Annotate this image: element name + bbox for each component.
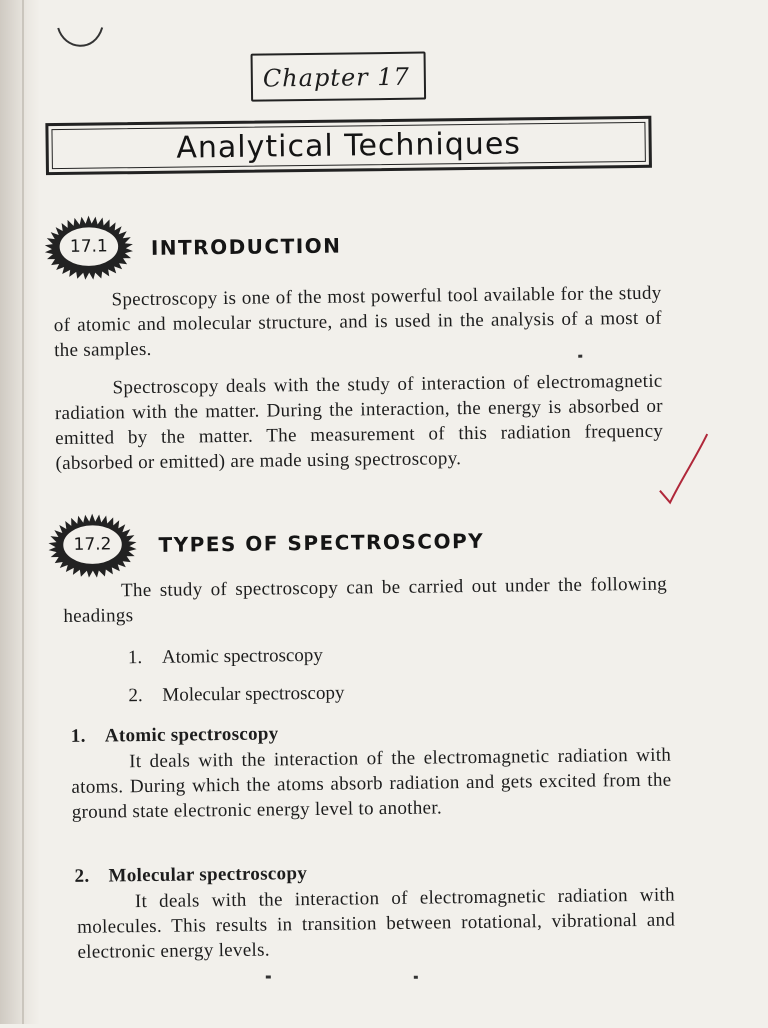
pen-doodle-mark	[54, 19, 114, 60]
list-item	[128, 683, 344, 708]
list-item	[128, 645, 323, 669]
subsection-title: Atomic spectroscopy	[104, 723, 279, 747]
list-text: Molecular spectroscopy	[162, 682, 345, 706]
ink-speck	[414, 976, 418, 979]
chapter-title-inner	[51, 122, 645, 169]
paragraph-text: Spectroscopy deals with the study of interaction of electromagnetic radiation with the matter. During the interaction, the energy is absorbed or emitted by the matter. The measurement of this radiation frequency (absorbed or emitted) are made using spectroscopy.	[54, 370, 664, 475]
subsection-title: Molecular spectroscopy	[108, 863, 308, 887]
paragraph	[77, 883, 676, 965]
chapter-title-frame	[45, 116, 652, 175]
ink-speck	[578, 355, 582, 358]
paragraph-text: It deals with the interaction of electromagnetic radiation with molecules. This results in transition between rotational, vibrational and electronic energy levels.	[77, 884, 676, 963]
ink-speck	[266, 975, 271, 978]
list-number: 2.	[128, 685, 143, 707]
paragraph-text: It deals with the interaction of the electromagnetic radiation with atoms. During which the atoms absorb radiation and gets excited from the ground state electronic energy level to another.	[71, 744, 672, 823]
list-text: Atomic spectroscopy	[161, 644, 323, 668]
section-heading: INTRODUCTION	[150, 233, 342, 260]
paragraph	[53, 281, 662, 363]
paragraph	[71, 743, 672, 825]
section-number: 17.1	[69, 236, 108, 257]
list-number: 1.	[127, 647, 143, 669]
section-number-badge	[44, 511, 141, 578]
section-number-badge	[40, 213, 137, 280]
paragraph	[54, 369, 663, 476]
paragraph	[63, 572, 668, 629]
page-binding-shadow	[0, 0, 40, 1024]
paragraph-text: The study of spectroscopy can be carried out under the following headings	[63, 573, 668, 627]
subsection-number: 1.	[70, 725, 86, 747]
paragraph-text: Spectroscopy is one of the most powerful tool available for the study of atomic and molecular structure, and is used in the analysis of a most of the samples.	[53, 282, 662, 362]
subsection-heading	[74, 863, 307, 888]
chapter-label: Chapter 17	[251, 52, 427, 102]
subsection-heading	[71, 723, 279, 748]
chapter-title: Analytical Techniques	[176, 125, 522, 166]
textbook-page	[34, 0, 746, 1028]
subsection-number: 2.	[74, 865, 90, 887]
section-number: 17.2	[73, 534, 112, 555]
section-heading: TYPES OF SPECTROSCOPY	[158, 528, 485, 557]
checkmark-icon	[651, 428, 712, 509]
page-edge	[22, 0, 24, 1024]
